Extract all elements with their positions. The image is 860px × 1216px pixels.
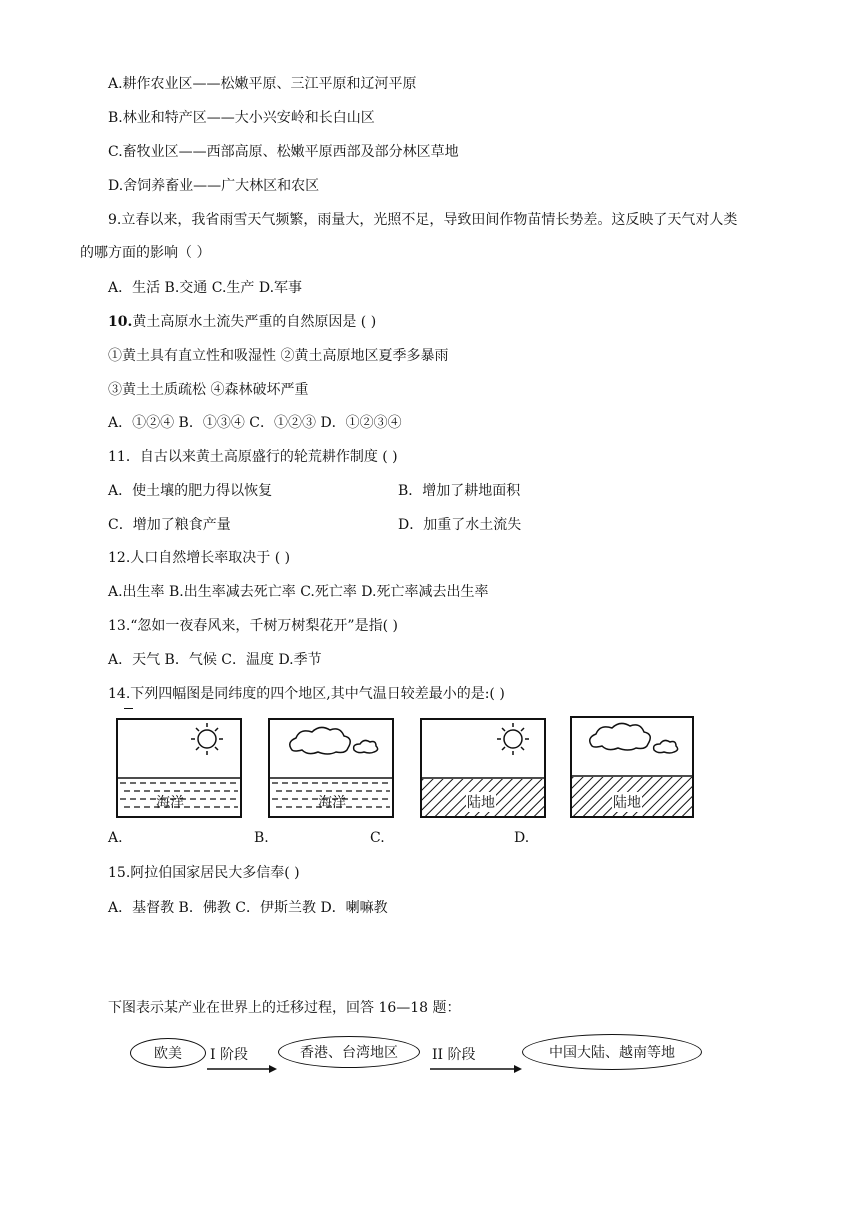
flow-stage-1-label: I 阶段 bbox=[210, 1047, 248, 1063]
q14-panel-a-label: 海洋 bbox=[156, 795, 184, 811]
q11-option-d: D．加重了水土流失 bbox=[398, 517, 522, 533]
q14-panel-d-label: 陆地 bbox=[612, 792, 642, 812]
q9-stem-line2: 的哪方面的影响（ ） bbox=[80, 245, 211, 261]
q10-line2: ③黄土土质疏松 ④森林破坏严重 bbox=[108, 382, 309, 398]
q13-options: A．天气 B．气候 C．温度 D.季节 bbox=[108, 652, 322, 668]
q12-options: A.出生率 B.出生率减去死亡率 C.死亡率 D.死亡率减去出生率 bbox=[108, 584, 489, 600]
q10-number: 10. bbox=[108, 314, 133, 330]
q15-options: A．基督教 B．佛教 C．伊斯兰教 D．喇嘛教 bbox=[108, 900, 388, 916]
q8-option-a: A.耕作农业区——松嫩平原、三江平原和辽河平原 bbox=[108, 76, 417, 92]
flow-stage-2-label: II 阶段 bbox=[432, 1047, 476, 1063]
sun-icon bbox=[497, 723, 529, 755]
q14-caption-a: A. bbox=[108, 830, 123, 846]
q14-panel-c bbox=[420, 718, 546, 818]
q13-stem: 13.“忽如一夜春风来，千树万树梨花开”是指( ) bbox=[108, 618, 398, 634]
q10-line1: ①黄土具有直立性和吸湿性 ②黄土高原地区夏季多暴雨 bbox=[108, 348, 449, 364]
q10-options: A．①②④ B．①③④ C．①②③ D．①②③④ bbox=[108, 415, 402, 431]
q14-caption-c: C. bbox=[370, 830, 385, 846]
q10-stem bbox=[108, 312, 376, 332]
q9-options: A．生活 B.交通 C.生产 D.军事 bbox=[108, 280, 303, 296]
q14-panel-b-label: 海洋 bbox=[318, 795, 346, 811]
q14-panel-b bbox=[268, 718, 394, 818]
q8-option-c: C.畜牧业区——西部高原、松嫩平原西部及部分林区草地 bbox=[108, 144, 459, 160]
q10-stem-text: 黄土高原水土流失严重的自然原因是 ( ) bbox=[132, 314, 377, 330]
q14-caption-d: D. bbox=[514, 830, 530, 846]
sun-icon bbox=[191, 723, 223, 755]
q14-stem: 14.下列四幅图是同纬度的四个地区,其中气温日较差最小的是:( ) bbox=[108, 686, 505, 702]
flow-arrow-2 bbox=[430, 1063, 522, 1075]
q8-option-b: B.林业和特产区——大小兴安岭和长白山区 bbox=[108, 110, 375, 126]
q16-18-intro: 下图表示某产业在世界上的迁移过程，回答 16—18 题： bbox=[108, 1000, 461, 1016]
q9-stem-line1: 9.立春以来，我省雨雪天气频繁，雨量大，光照不足，导致田间作物苗情长势差。这反映了天气对人类 bbox=[108, 212, 738, 228]
q12-stem: 12.人口自然增长率取决于 ( ) bbox=[108, 550, 291, 566]
flow-node-mainland-vietnam: 中国大陆、越南等地 bbox=[522, 1034, 702, 1070]
cloud-icon bbox=[590, 723, 678, 753]
q11-option-b: B．增加了耕地面积 bbox=[398, 483, 521, 499]
q11-stem: 11．自古以来黄土高原盛行的轮荒耕作制度 ( ) bbox=[108, 449, 398, 465]
q15-stem: 15.阿拉伯国家居民大多信奉( ) bbox=[108, 865, 300, 881]
q8-option-d: D.舍饲养畜业——广大林区和农区 bbox=[108, 178, 320, 194]
q11-option-a: A．使土壤的肥力得以恢复 bbox=[108, 483, 273, 499]
flow-arrow-1 bbox=[207, 1063, 277, 1075]
q14-caption-b: B. bbox=[254, 830, 269, 846]
q11-option-c: C．增加了粮食产量 bbox=[108, 517, 231, 533]
q14-panel-c-label: 陆地 bbox=[466, 792, 496, 812]
cloud-icon bbox=[290, 727, 378, 754]
q14-panel-d bbox=[570, 716, 694, 818]
q14-stray-dash bbox=[124, 708, 133, 709]
flow-node-hk-taiwan: 香港、台湾地区 bbox=[278, 1036, 420, 1068]
q14-panel-a bbox=[116, 718, 242, 818]
flow-node-europe-america: 欧美 bbox=[130, 1038, 206, 1068]
